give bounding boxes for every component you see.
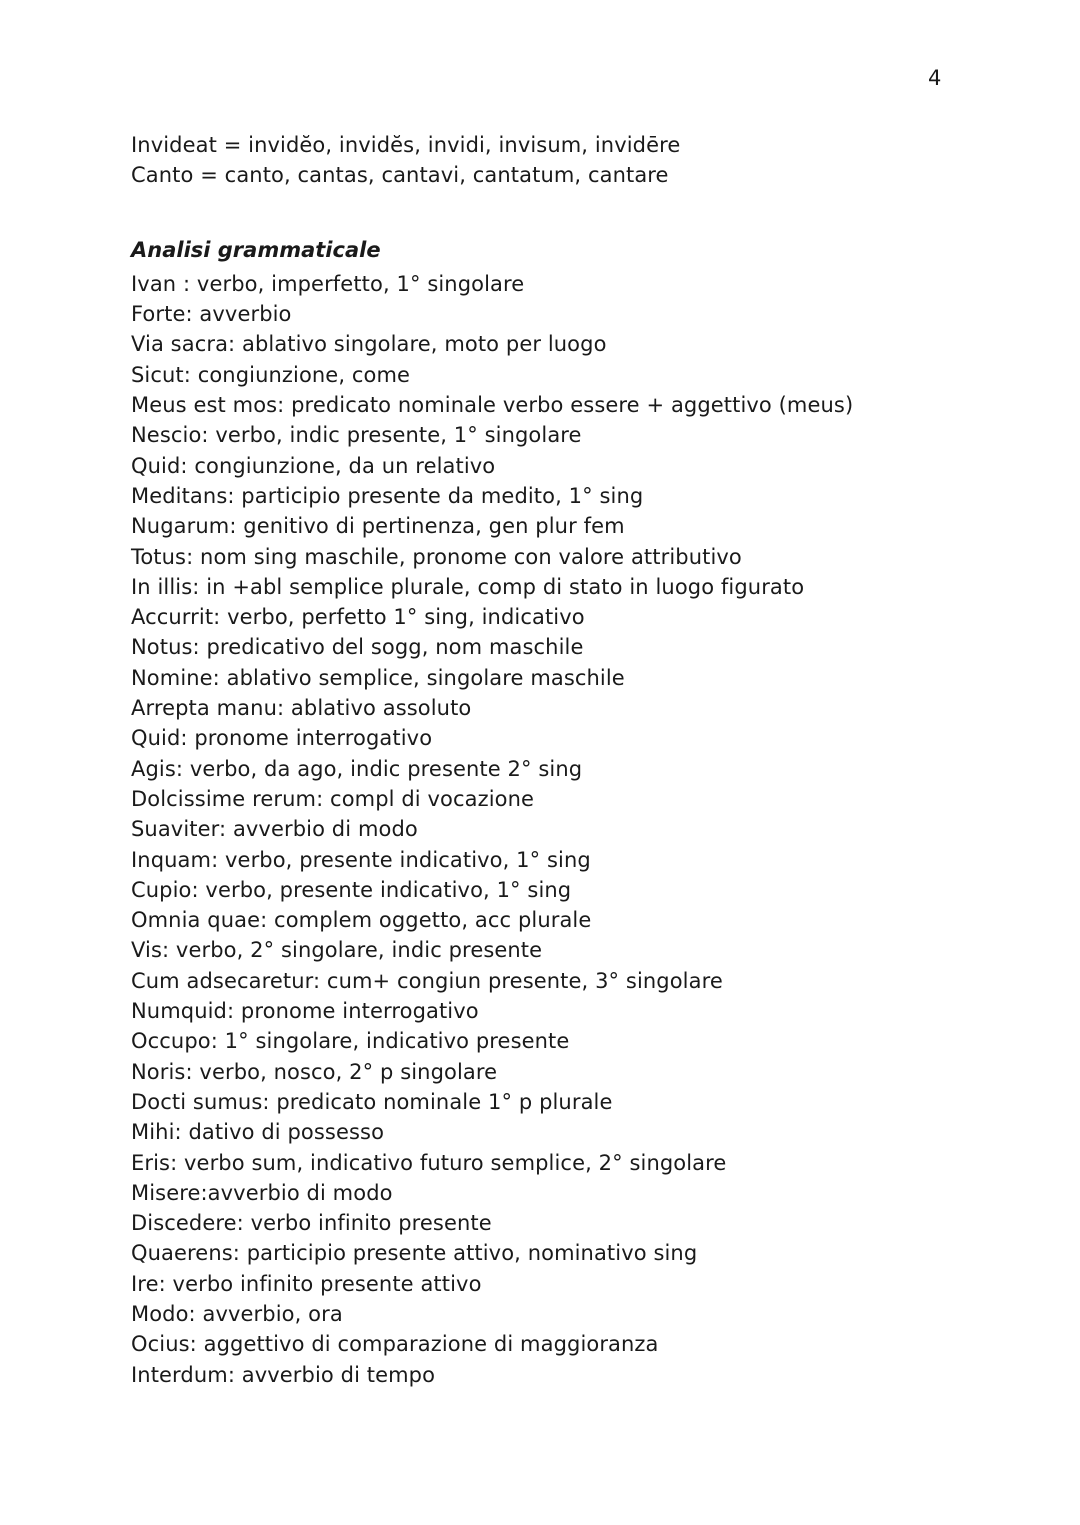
- principal-parts-line: Invideat = invidĕo, invidĕs, invidi, invisum, invidēre: [131, 133, 681, 157]
- analysis-line: Ocius: aggettivo di comparazione di maggioranza: [131, 1332, 659, 1357]
- analysis-line: Quid: congiunzione, da un relativo: [131, 453, 496, 478]
- analysis-line: Forte: avverbio: [131, 302, 292, 327]
- analysis-line: Via sacra: ablativo singolare, moto per luogo: [131, 332, 607, 357]
- analysis-line: Vis: verbo, 2° singolare, indic presente: [131, 938, 543, 963]
- analysis-line: Notus: predicativo del sogg, nom maschile: [131, 635, 584, 660]
- analysis-line: Nugarum: genitivo di pertinenza, gen plur fem: [131, 514, 625, 539]
- analysis-line: Suaviter: avverbio di modo: [131, 817, 418, 842]
- analysis-line: Omnia quae: complem oggetto, acc plurale: [131, 908, 592, 933]
- analysis-line: Cum adsecaretur: cum+ congiun presente, 3° singolare: [131, 968, 723, 993]
- analysis-line: Misere:avverbio di modo: [131, 1180, 393, 1205]
- analysis-line: Interdum: avverbio di tempo: [131, 1362, 436, 1387]
- analysis-line: Eris: verbo sum, indicativo futuro semplice, 2° singolare: [131, 1150, 727, 1175]
- analysis-line: Arrepta manu: ablativo assoluto: [131, 696, 472, 721]
- analysis-line: Noris: verbo, nosco, 2° p singolare: [131, 1059, 498, 1084]
- analysis-line: Accurrit: verbo, perfetto 1° sing, indicativo: [131, 605, 585, 630]
- analysis-line: Quaerens: participio presente attivo, nominativo sing: [131, 1241, 698, 1266]
- analysis-line: Nomine: ablativo semplice, singolare maschile: [131, 665, 625, 690]
- analysis-line: Docti sumus: predicato nominale 1° p plurale: [131, 1089, 613, 1114]
- analysis-line: Meditans: participio presente da medito, 1° sing: [131, 483, 644, 508]
- analysis-line: Discedere: verbo infinito presente: [131, 1211, 492, 1236]
- analysis-line: Mihi: dativo di possesso: [131, 1120, 385, 1145]
- principal-parts-block: [131, 130, 1031, 191]
- analysis-line: Agis: verbo, da ago, indic presente 2° sing: [131, 756, 583, 781]
- analysis-line: Dolcissime rerum: compl di vocazione: [131, 786, 534, 811]
- analysis-line: Occupo: 1° singolare, indicativo presente: [131, 1029, 570, 1054]
- analysis-line: Totus: nom sing maschile, pronome con valore attributivo: [131, 544, 742, 569]
- principal-parts-line: Canto = canto, cantas, cantavi, cantatum, cantare: [131, 163, 669, 188]
- analysis-line: In illis: in +abl semplice plurale, comp di stato in luogo figurato: [131, 574, 805, 599]
- analysis-line: Cupio: verbo, presente indicativo, 1° sing: [131, 877, 572, 902]
- analysis-list: [131, 269, 1031, 1390]
- analysis-line: Ire: verbo infinito presente attivo: [131, 1271, 482, 1296]
- analysis-line: Nescio: verbo, indic presente, 1° singolare: [131, 423, 582, 448]
- analysis-line: Ivan : verbo, imperfetto, 1° singolare: [131, 271, 525, 296]
- analysis-line: Meus est mos: predicato nominale verbo essere + aggettivo (meus): [131, 393, 854, 418]
- section-title: Analisi grammaticale: [131, 237, 381, 262]
- section-gap: [131, 191, 1031, 235]
- analysis-line: Sicut: congiunzione, come: [131, 362, 411, 387]
- analysis-line: Inquam: verbo, presente indicativo, 1° sing: [131, 847, 591, 872]
- document-body: [131, 130, 1031, 1390]
- analysis-line: Numquid: pronome interrogativo: [131, 999, 479, 1024]
- page-number: 4: [928, 66, 942, 90]
- analysis-line: Quid: pronome interrogativo: [131, 726, 433, 751]
- analysis-line: Modo: avverbio, ora: [131, 1301, 343, 1326]
